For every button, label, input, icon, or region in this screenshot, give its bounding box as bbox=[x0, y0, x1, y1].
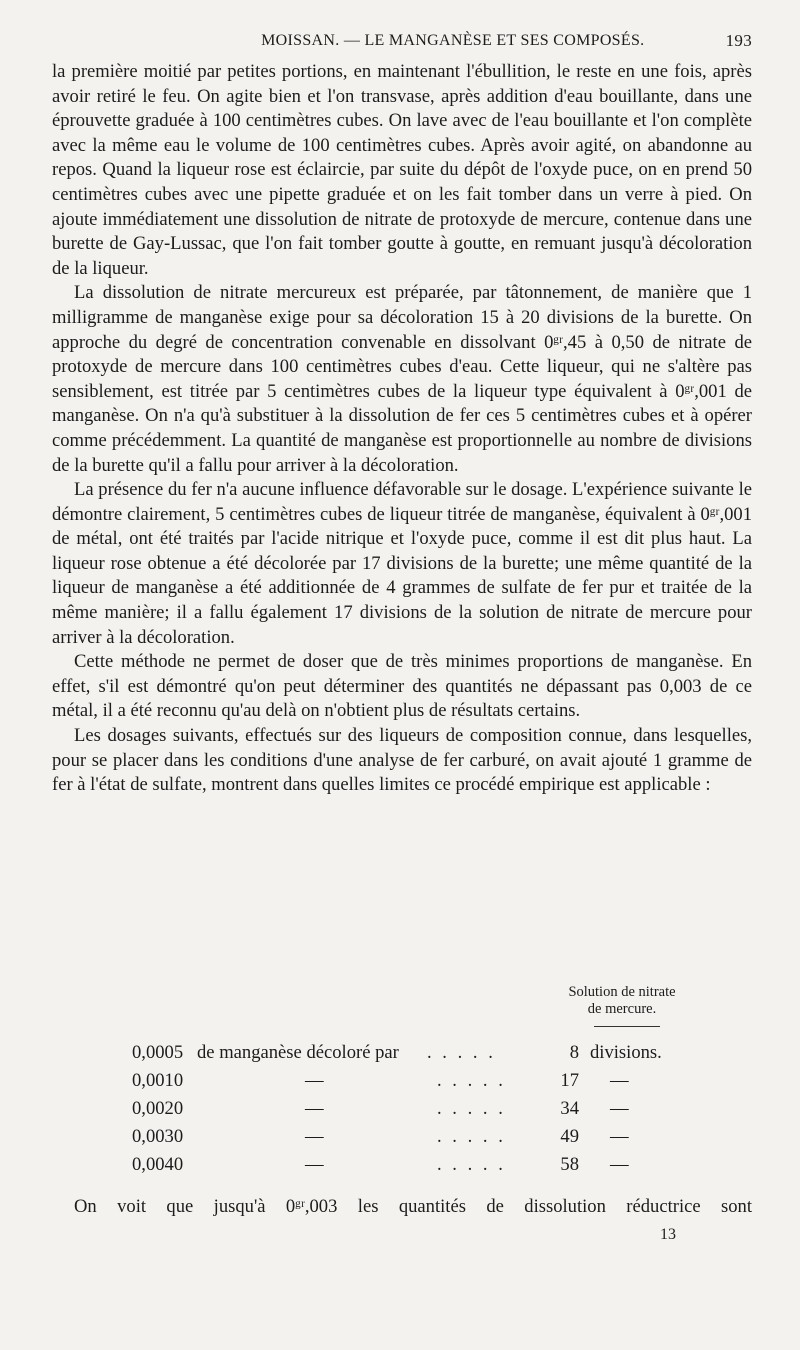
paragraph: Les dosages suivants, effectués sur des liqueurs de composition connue, dans lesquelles, pour se placer dans les conditions d'une analyse de fer carburé, on avait ajouté 1 gramme de fer à l'état de sulfate, montrent dans quelles limites ce procédé empirique est applicable : bbox=[52, 725, 752, 796]
running-title: MOISSAN. — LE MANGANÈSE ET SES COMPOSÉS. bbox=[261, 32, 645, 49]
paragraph-last-line: On voit que jusqu'à 0ᵍʳ,003 les quantités de dissolution réductrice sont bbox=[74, 1196, 752, 1217]
description-cell: — bbox=[305, 1126, 324, 1147]
table-row bbox=[52, 1070, 752, 1094]
unit-cell: — bbox=[610, 1098, 629, 1119]
leader-dots: . . . . . bbox=[437, 1126, 506, 1147]
quantity-cell: 0,0010 bbox=[132, 1070, 184, 1091]
unit-cell: — bbox=[610, 1154, 629, 1175]
quantity-cell: 0,0040 bbox=[132, 1154, 184, 1175]
leader-dots: . . . . . bbox=[437, 1070, 506, 1091]
table-row bbox=[52, 1126, 752, 1150]
table-row bbox=[52, 1042, 752, 1066]
table-row bbox=[52, 1098, 752, 1122]
unit-cell: — bbox=[610, 1070, 629, 1091]
column-header-line: Solution de nitrate bbox=[568, 984, 676, 1000]
description-cell: — bbox=[305, 1070, 324, 1091]
table-row bbox=[52, 1154, 752, 1178]
leader-dots: . . . . . bbox=[427, 1042, 496, 1063]
value-cell: 17 bbox=[560, 1070, 579, 1091]
value-cell: 58 bbox=[560, 1154, 579, 1175]
paragraph: La présence du fer n'a aucune influence défavorable sur le dosage. L'expérience suivante le démontre clairement, 5 centimètres cubes de liqueur titrée de manganèse, équivalent à 0ᵍʳ,001 de métal, ont été traités par l'acide nitrique et l'oxyde puce, comme il est dit plus haut. La liqueur rose obtenue a été décolorée par 17 divisions de la burette; une même quantité de la liqueur de manganèse a été additionnée de 4 grammes de sulfate de fer pur et traitée de la même manière; il a fallu également 17 divisions de la solution de nitrate de mercure pour arriver à la décoloration. bbox=[52, 479, 752, 648]
value-cell: 8 bbox=[569, 1042, 579, 1063]
paragraph: La dissolution de nitrate mercureux est préparée, par tâtonnement, de manière que 1 milligramme de manganèse exige pour sa décoloration 15 à 20 divisions de la burette. On approche du degré de concentration convenable en dissolvant 0ᵍʳ,45 à 0,50 de nitrate de protoxyde de mercure dans 100 centimètres cubes d'eau. Cette liqueur, qui ne s'altère pas sensiblement, est titrée par 5 centimètres cubes de la liqueur type équivalent à 0ᵍʳ,001 de manganèse. On n'a qu'à substituer à la dissolution de fer ces 5 centimètres cubes et à opérer comme précédemment. La quantité de manganèse est proportionnelle au nombre de divisions de la burette qu'il a fallu pour arriver à la décoloration. bbox=[52, 282, 752, 476]
body-text bbox=[52, 60, 752, 798]
paragraph: la première moitié par petites portions, en maintenant l'ébullition, le reste en une fois, après avoir retiré le feu. On agite bien et l'on transvase, après addition d'eau bouillante, dans une éprouvette graduée à 100 centimètres cubes. On lave avec de l'eau bouillante et l'on complète avec la même eau le volume de 100 centimètres cubes. Après avoir agité, on abandonne au repos. Quand la liqueur rose est éclaircie, par suite du dépôt de l'oxyde puce, on en prend 50 centimètres cubes avec une pipette graduée et on les fait tomber dans un verre à pied. On ajoute immédiatement une dissolution de nitrate de protoxyde de mercure, contenue dans une burette de Gay-Lussac, que l'on fait tomber goutte à goutte, en remuant jusqu'à décoloration de la liqueur. bbox=[52, 61, 752, 279]
column-header-line: de mercure. bbox=[587, 1001, 657, 1017]
quantity-cell: 0,0020 bbox=[132, 1098, 184, 1119]
unit-cell: — bbox=[610, 1126, 629, 1147]
value-cell: 34 bbox=[560, 1098, 579, 1119]
quantity-cell: 0,0005 bbox=[132, 1042, 184, 1063]
leader-dots: . . . . . bbox=[437, 1154, 506, 1175]
signature-mark: 13 bbox=[660, 1226, 676, 1243]
description-cell: de manganèse décoloré par bbox=[197, 1042, 399, 1063]
value-cell: 49 bbox=[560, 1126, 579, 1147]
column-header bbox=[522, 984, 722, 1018]
leader-dots: . . . . . bbox=[437, 1098, 506, 1119]
quantity-cell: 0,0030 bbox=[132, 1126, 184, 1147]
description-cell: — bbox=[305, 1154, 324, 1175]
unit-cell: divisions. bbox=[590, 1042, 662, 1063]
paragraph: Cette méthode ne permet de doser que de très minimes proportions de manganèse. En effet, s'il est démontré qu'on peut déterminer des quantités ne dépassant pas 0,003 de ce métal, il a été reconnu qu'au delà on n'obtient plus de résultats certains. bbox=[52, 651, 752, 722]
header-rule bbox=[594, 1026, 660, 1027]
page-header bbox=[60, 30, 752, 52]
page-number: 193 bbox=[725, 31, 752, 50]
description-cell: — bbox=[305, 1098, 324, 1119]
